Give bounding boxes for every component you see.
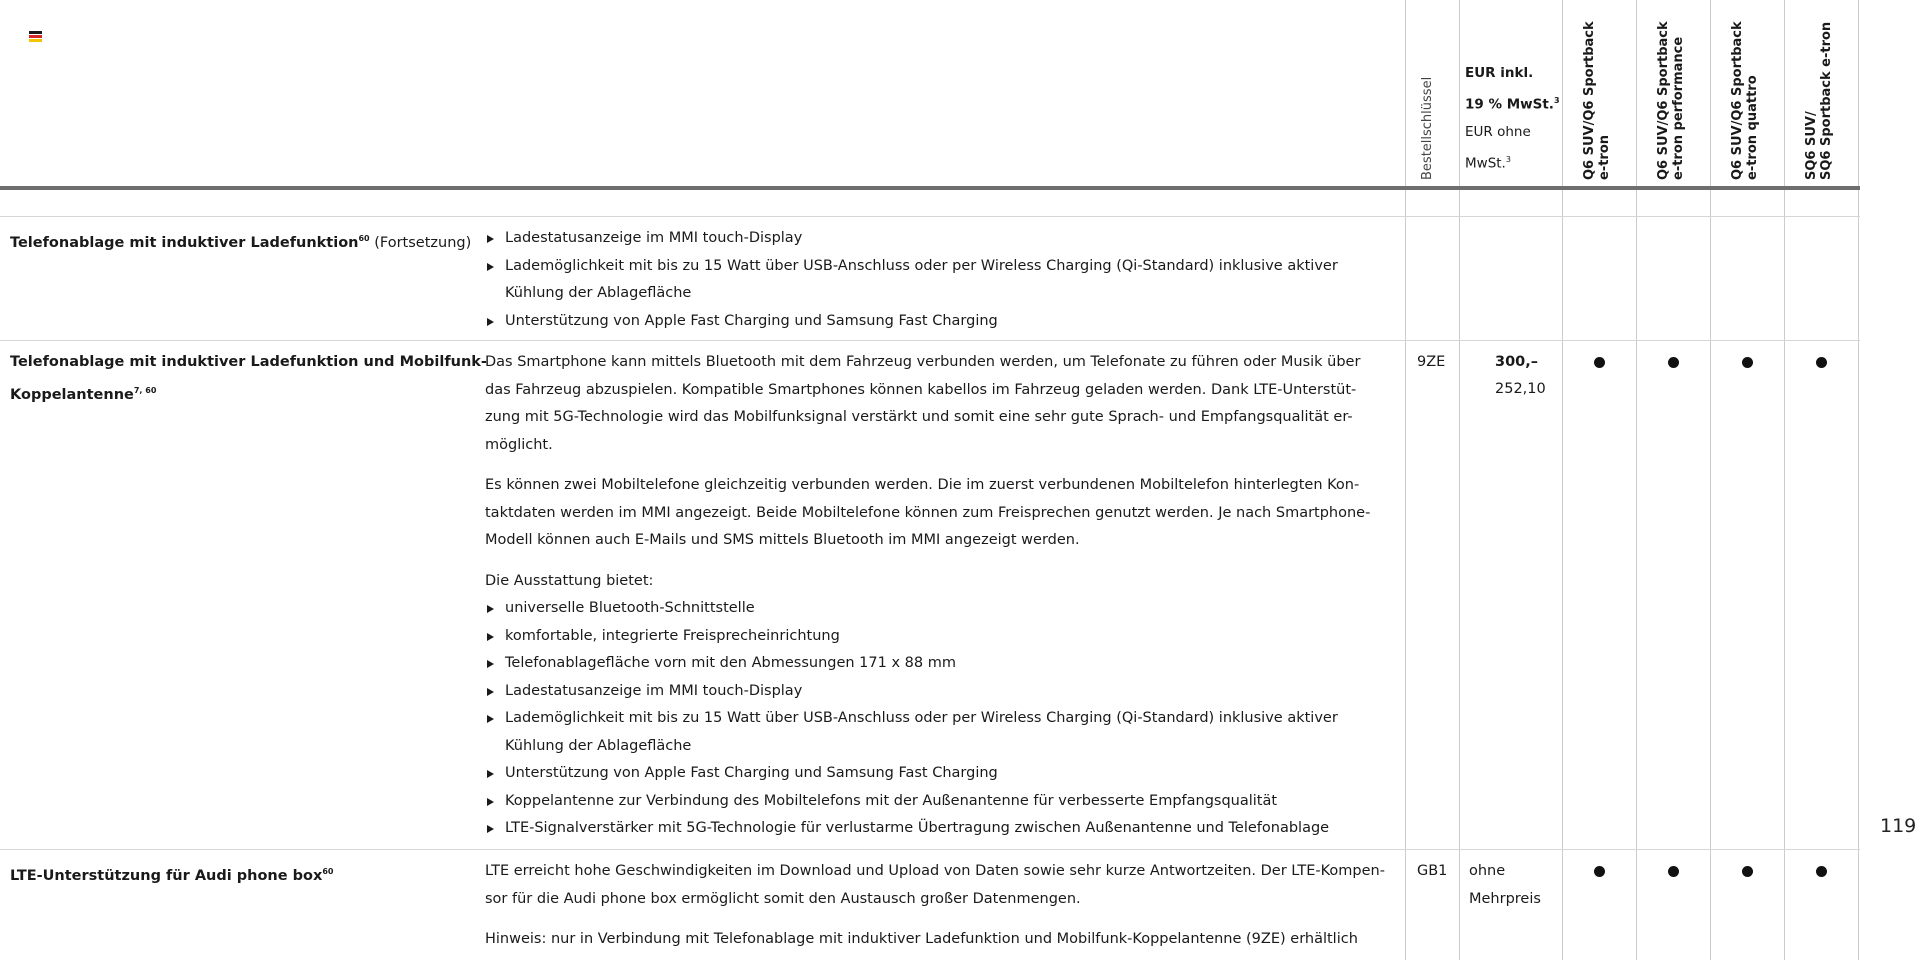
list-item-continuation: Kühlung der Ablagefläche bbox=[505, 737, 692, 754]
paragraph-line: Es können zwei Mobiltelefone gleichzeitig verbunden werden. Die im zuerst verbundenen Mobiltelefon hinterlegten Kon- bbox=[485, 477, 1360, 493]
availability-dot bbox=[1668, 866, 1679, 877]
availability-dot bbox=[1742, 357, 1753, 368]
row2-description bbox=[485, 349, 1370, 843]
list-item: Ladestatusanzeige im MMI touch-Display bbox=[485, 225, 1338, 253]
header-model-q6-etron-performance bbox=[1656, 10, 1686, 180]
column-divider bbox=[1858, 0, 1859, 960]
header-model-sq6-etron bbox=[1804, 10, 1834, 180]
header-price-line2: 19 % MwSt. bbox=[1465, 96, 1554, 113]
column-divider bbox=[1636, 0, 1637, 960]
availability-dot bbox=[1742, 866, 1753, 877]
row-divider bbox=[0, 849, 1860, 850]
row2-order-key: 9ZE bbox=[1417, 354, 1446, 370]
header-model-line1: Q6 SUV/Q6 Sportback bbox=[1582, 21, 1597, 180]
row1-description bbox=[485, 225, 1338, 335]
paragraph-line: Modell können auch E-Mails und SMS mittels Bluetooth im MMI angezeigt werden. bbox=[485, 532, 1080, 548]
feature-footnote: 60 bbox=[358, 234, 370, 243]
list-item: komfortable, integrierte Freisprecheinrichtung bbox=[485, 623, 1370, 651]
paragraph-line: zung mit 5G-Technologie wird das Mobilfunksignal verstärkt und somit eine sehr gute Sprach- und Empfangsqualität er- bbox=[485, 409, 1353, 425]
availability-dot bbox=[1816, 866, 1827, 877]
column-divider bbox=[1405, 0, 1406, 960]
list-item: LTE-Signalverstärker mit 5G-Technologie für verlustarme Übertragung zwischen Außenantenne und Telefonablage bbox=[485, 815, 1370, 843]
header-order-key: Bestellschlüssel bbox=[1420, 76, 1435, 180]
header-price-footnote2: 3 bbox=[1505, 154, 1511, 164]
row-divider bbox=[0, 340, 1860, 341]
column-divider bbox=[1710, 0, 1711, 960]
feature-title-line2: Koppelantenne bbox=[10, 386, 134, 403]
paragraph bbox=[485, 858, 1385, 913]
list-item: Lademöglichkeit mit bis zu 15 Watt über USB-Anschluss oder per Wireless Charging (Qi-Standard) inklusive aktiver bbox=[485, 253, 1338, 281]
list-item: Koppelantenne zur Verbindung des Mobiltelefons mit der Außenantenne für verbesserte Empfangsqualität bbox=[485, 788, 1370, 816]
paragraph bbox=[485, 472, 1370, 555]
header-price-line3: EUR ohne bbox=[1465, 123, 1531, 140]
paragraph-line: möglicht. bbox=[485, 436, 553, 453]
row3-price bbox=[1469, 858, 1541, 913]
row3-order-key: GB1 bbox=[1417, 863, 1448, 879]
availability-dot bbox=[1594, 357, 1605, 368]
header-model-q6-etron bbox=[1582, 10, 1612, 180]
header-model-line1: SQ6 SUV/ bbox=[1804, 111, 1819, 180]
paragraph-line: taktdaten werden im MMI angezeigt. Beide Mobiltelefone können zum Freisprechen genutzt werden. Je nach Smartphone- bbox=[485, 504, 1371, 521]
header-model-line2: e-tron bbox=[1597, 134, 1612, 180]
row3-feature-name bbox=[10, 858, 333, 890]
header-rule bbox=[0, 186, 1860, 190]
feature-continuation: (Fortsetzung) bbox=[374, 234, 472, 251]
row3-description bbox=[485, 858, 1385, 954]
price-line2: Mehrpreis bbox=[1469, 890, 1541, 907]
price-line1: ohne bbox=[1469, 863, 1506, 879]
paragraph-line: das Fahrzeug abzuspielen. Kompatible Smartphones können kabellos im Fahrzeug geladen werden. Dank LTE-Unterstüt- bbox=[485, 381, 1357, 398]
list-item: Lademöglichkeit mit bis zu 15 Watt über USB-Anschluss oder per Wireless Charging (Qi-Standard) inklusive aktiver bbox=[485, 705, 1370, 733]
header-model-line1: Q6 SUV/Q6 Sportback bbox=[1656, 21, 1671, 180]
header-model-line2: e-tron quattro bbox=[1745, 75, 1760, 180]
row2-feature-name bbox=[10, 349, 487, 409]
paragraph-line: sor für die Audi phone box ermöglicht somit den Austausch großer Datenmengen. bbox=[485, 890, 1081, 907]
feature-footnote: 7, 60 bbox=[133, 385, 157, 395]
header-model-line1: Q6 SUV/Q6 Sportback bbox=[1730, 21, 1745, 180]
availability-dot bbox=[1668, 357, 1679, 368]
list-item: Telefonablagefläche vorn mit den Abmessungen 171 x 88 mm bbox=[485, 650, 1370, 678]
paragraph-line: LTE erreicht hohe Geschwindigkeiten im Download und Upload von Daten sowie sehr kurze Antwortzeiten. Der LTE-Kompen- bbox=[485, 863, 1385, 879]
header-price-line1: EUR inkl. bbox=[1465, 65, 1534, 81]
bullet-list bbox=[485, 595, 1370, 843]
feature-title: Telefonablage mit induktiver Ladefunktion bbox=[10, 234, 359, 251]
list-item: Unterstützung von Apple Fast Charging und Samsung Fast Charging bbox=[485, 760, 1370, 788]
header-model-line2: e-tron performance bbox=[1671, 36, 1686, 180]
header-model-line2: SQ6 Sportback e-tron bbox=[1819, 21, 1834, 180]
note: Hinweis: nur in Verbindung mit Telefonablage mit induktiver Ladefunktion und Mobilfunk-Koppelantenne (9ZE) erhältlich bbox=[485, 931, 1358, 947]
row1-feature-name bbox=[10, 225, 471, 257]
row2-price-excl: 252,10 bbox=[1495, 381, 1546, 397]
bullet-list bbox=[485, 225, 1338, 335]
page-number: 119 bbox=[1880, 815, 1917, 837]
feature-title: LTE-Unterstützung für Audi phone box bbox=[10, 867, 323, 884]
availability-dot bbox=[1594, 866, 1605, 877]
list-item: Unterstützung von Apple Fast Charging und Samsung Fast Charging bbox=[485, 308, 1338, 336]
column-divider bbox=[1459, 0, 1460, 960]
list-item: Ladestatusanzeige im MMI touch-Display bbox=[485, 678, 1370, 706]
list-intro: Die Ausstattung bietet: bbox=[485, 572, 654, 589]
row-divider bbox=[0, 216, 1860, 217]
feature-footnote: 60 bbox=[322, 867, 334, 876]
paragraph bbox=[485, 349, 1370, 459]
header-price-footnote: 3 bbox=[1553, 96, 1560, 105]
column-divider bbox=[1784, 0, 1785, 960]
flag-icon bbox=[29, 31, 42, 42]
header-price-line4: MwSt. bbox=[1465, 155, 1506, 171]
availability-dot bbox=[1816, 357, 1827, 368]
list-item-continuation: Kühlung der Ablagefläche bbox=[505, 285, 692, 301]
row2-price-incl: 300,– bbox=[1495, 354, 1539, 370]
paragraph-line: Das Smartphone kann mittels Bluetooth mit dem Fahrzeug verbunden werden, um Telefonate zu führen oder Musik über bbox=[485, 354, 1361, 370]
list-item: universelle Bluetooth-Schnittstelle bbox=[485, 595, 1370, 623]
feature-title-line1: Telefonablage mit induktiver Ladefunktion und Mobilfunk- bbox=[10, 354, 487, 370]
header-price bbox=[1465, 60, 1565, 177]
header-model-q6-etron-quattro bbox=[1730, 10, 1760, 180]
